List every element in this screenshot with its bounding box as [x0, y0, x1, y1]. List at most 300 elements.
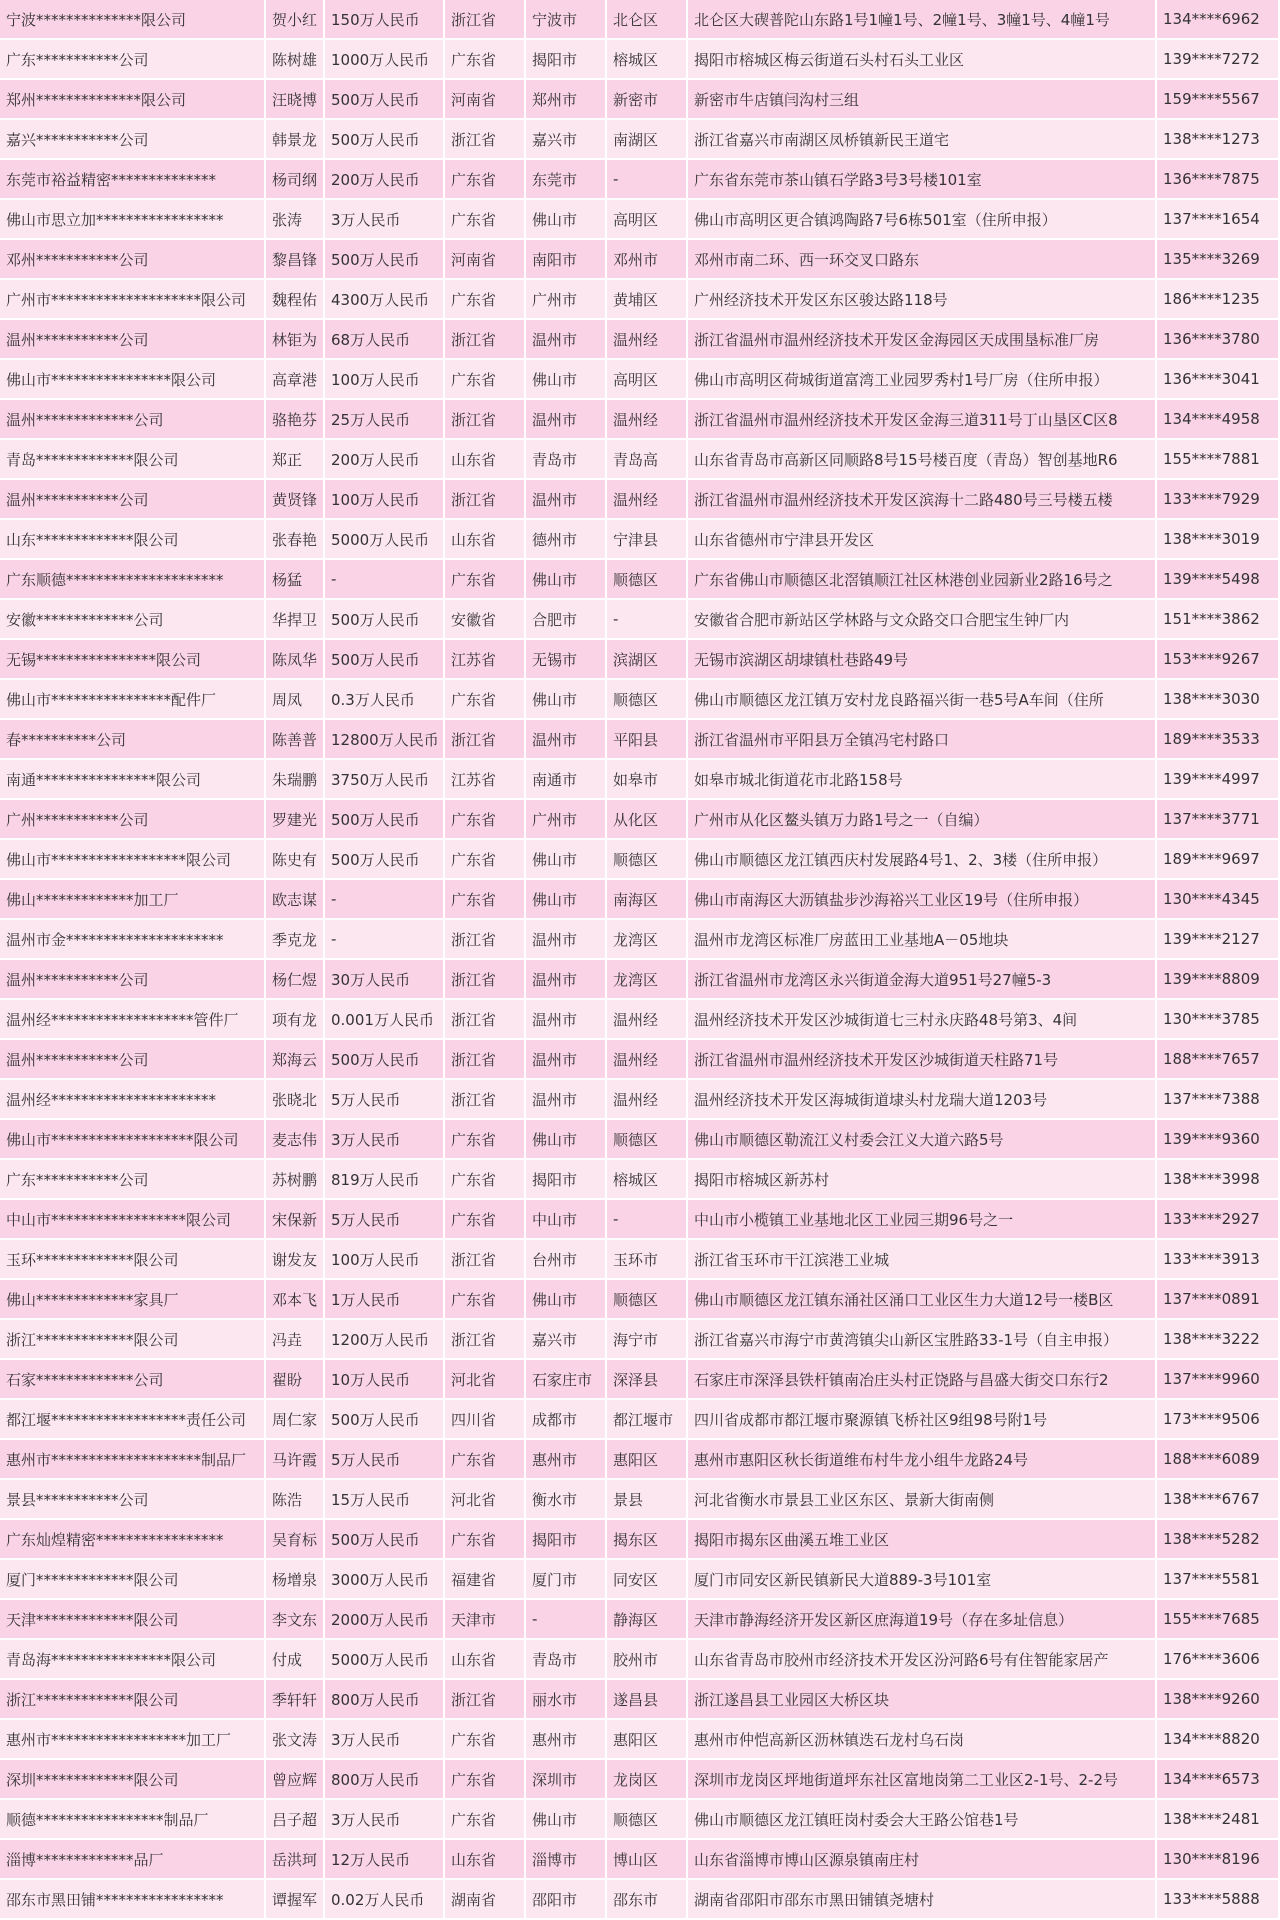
phone-cell: 130****4345 [1157, 880, 1280, 920]
table-row [0, 1120, 1280, 1160]
phone-cell: 133****3913 [1157, 1240, 1280, 1280]
district-cell: 温州经 [607, 1040, 688, 1080]
city-cell: 温州市 [526, 1000, 607, 1040]
table-row [0, 1680, 1280, 1720]
province-cell: 四川省 [445, 1400, 526, 1440]
company-name-cell: 石家*************公司 [0, 1360, 266, 1400]
district-cell: 顺德区 [607, 680, 688, 720]
address-cell: 佛山市顺德区龙江镇东涌社区涌口工业区生力大道12号一楼B区 [688, 1280, 1157, 1320]
registered-capital-cell: 5万人民币 [325, 1440, 445, 1480]
district-cell: 海宁市 [607, 1320, 688, 1360]
phone-cell: 189****3533 [1157, 720, 1280, 760]
city-cell: 温州市 [526, 920, 607, 960]
province-cell: 浙江省 [445, 1040, 526, 1080]
table-row [0, 1640, 1280, 1680]
table-row [0, 1840, 1280, 1880]
company-name-cell: 淄博*************品厂 [0, 1840, 266, 1880]
district-cell: 龙湾区 [607, 920, 688, 960]
company-name-cell: 天津*************限公司 [0, 1600, 266, 1640]
legal-rep-cell: 张涛 [266, 200, 325, 240]
city-cell: 佛山市 [526, 880, 607, 920]
company-name-cell: 青岛海****************限公司 [0, 1640, 266, 1680]
company-name-cell: 山东*************限公司 [0, 520, 266, 560]
company-name-cell: 广东***********公司 [0, 1160, 266, 1200]
district-cell: 高明区 [607, 360, 688, 400]
district-cell: 龙湾区 [607, 960, 688, 1000]
registered-capital-cell: 100万人民币 [325, 1240, 445, 1280]
district-cell: 顺德区 [607, 1120, 688, 1160]
company-name-cell: 宁波**************限公司 [0, 0, 266, 40]
district-cell: 揭东区 [607, 1520, 688, 1560]
legal-rep-cell: 魏程佑 [266, 280, 325, 320]
company-name-cell: 温州经********************** [0, 1080, 266, 1120]
city-cell: 佛山市 [526, 680, 607, 720]
registered-capital-cell: 3000万人民币 [325, 1560, 445, 1600]
city-cell: 温州市 [526, 400, 607, 440]
legal-rep-cell: 韩景龙 [266, 120, 325, 160]
company-name-cell: 青岛*************限公司 [0, 440, 266, 480]
phone-cell: 137****1654 [1157, 200, 1280, 240]
company-name-cell: 惠州市******************加工厂 [0, 1720, 266, 1760]
phone-cell: 136****3780 [1157, 320, 1280, 360]
legal-rep-cell: 张文涛 [266, 1720, 325, 1760]
address-cell: 如皋市城北街道花市北路158号 [688, 760, 1157, 800]
legal-rep-cell: 季轩轩 [266, 1680, 325, 1720]
legal-rep-cell: 岳洪珂 [266, 1840, 325, 1880]
city-cell: 衡水市 [526, 1480, 607, 1520]
legal-rep-cell: 冯垚 [266, 1320, 325, 1360]
table-row [0, 400, 1280, 440]
table-row [0, 80, 1280, 120]
province-cell: 浙江省 [445, 320, 526, 360]
company-name-cell: 广东顺德********************* [0, 560, 266, 600]
registered-capital-cell: 500万人民币 [325, 1400, 445, 1440]
city-cell: 佛山市 [526, 200, 607, 240]
table-row [0, 440, 1280, 480]
company-name-cell: 顺德*****************制品厂 [0, 1800, 266, 1840]
legal-rep-cell: 周仁家 [266, 1400, 325, 1440]
legal-rep-cell: 吕子超 [266, 1800, 325, 1840]
registered-capital-cell: 1000万人民币 [325, 40, 445, 80]
phone-cell: 138****9260 [1157, 1680, 1280, 1720]
legal-rep-cell: 曾应辉 [266, 1760, 325, 1800]
table-row [0, 320, 1280, 360]
phone-cell: 135****3269 [1157, 240, 1280, 280]
legal-rep-cell: 谭握军 [266, 1880, 325, 1920]
phone-cell: 138****2481 [1157, 1800, 1280, 1840]
table-row [0, 720, 1280, 760]
district-cell: 静海区 [607, 1600, 688, 1640]
city-cell: 广州市 [526, 800, 607, 840]
province-cell: 山东省 [445, 1840, 526, 1880]
registered-capital-cell: 2000万人民币 [325, 1600, 445, 1640]
legal-rep-cell: 吴育标 [266, 1520, 325, 1560]
province-cell: 浙江省 [445, 0, 526, 40]
address-cell: 邓州市南二环、西一环交叉口路东 [688, 240, 1157, 280]
district-cell: 顺德区 [607, 560, 688, 600]
table-row [0, 640, 1280, 680]
city-cell: 揭阳市 [526, 1520, 607, 1560]
province-cell: 广东省 [445, 1760, 526, 1800]
district-cell: 邓州市 [607, 240, 688, 280]
table-row [0, 40, 1280, 80]
phone-cell: 134****4958 [1157, 400, 1280, 440]
phone-cell: 139****5498 [1157, 560, 1280, 600]
district-cell: - [607, 1200, 688, 1240]
phone-cell: 130****8196 [1157, 1840, 1280, 1880]
legal-rep-cell: 朱瑞鹏 [266, 760, 325, 800]
table-row [0, 680, 1280, 720]
registered-capital-cell: - [325, 920, 445, 960]
table-row [0, 1240, 1280, 1280]
district-cell: 青岛高 [607, 440, 688, 480]
phone-cell: 136****7875 [1157, 160, 1280, 200]
company-name-cell: 温州市金********************* [0, 920, 266, 960]
legal-rep-cell: 汪晓博 [266, 80, 325, 120]
phone-cell: 138****5282 [1157, 1520, 1280, 1560]
province-cell: 广东省 [445, 880, 526, 920]
legal-rep-cell: 贺小红 [266, 0, 325, 40]
district-cell: - [607, 160, 688, 200]
legal-rep-cell: 骆艳芬 [266, 400, 325, 440]
district-cell: 深泽县 [607, 1360, 688, 1400]
phone-cell: 138****3019 [1157, 520, 1280, 560]
phone-cell: 138****3222 [1157, 1320, 1280, 1360]
registered-capital-cell: 100万人民币 [325, 480, 445, 520]
company-name-cell: 佛山*************加工厂 [0, 880, 266, 920]
legal-rep-cell: 季克龙 [266, 920, 325, 960]
company-name-cell: 惠州市********************制品厂 [0, 1440, 266, 1480]
table-row [0, 1760, 1280, 1800]
legal-rep-cell: 郑海云 [266, 1040, 325, 1080]
company-name-cell: 玉环*************限公司 [0, 1240, 266, 1280]
table-row [0, 1880, 1280, 1920]
company-name-cell: 邓州***********公司 [0, 240, 266, 280]
company-name-cell: 佛山*************家具厂 [0, 1280, 266, 1320]
city-cell: 嘉兴市 [526, 1320, 607, 1360]
province-cell: 广东省 [445, 1800, 526, 1840]
address-cell: 广东省佛山市顺德区北滘镇顺江社区林港创业园新业2路16号之 [688, 560, 1157, 600]
legal-rep-cell: 罗建光 [266, 800, 325, 840]
table-row [0, 800, 1280, 840]
table-row [0, 240, 1280, 280]
district-cell: 平阳县 [607, 720, 688, 760]
province-cell: 湖南省 [445, 1880, 526, 1920]
table-row [0, 840, 1280, 880]
district-cell: 黄埔区 [607, 280, 688, 320]
district-cell: 新密市 [607, 80, 688, 120]
legal-rep-cell: 周凤 [266, 680, 325, 720]
table-row [0, 920, 1280, 960]
city-cell: 石家庄市 [526, 1360, 607, 1400]
city-cell: 中山市 [526, 1200, 607, 1240]
province-cell: 广东省 [445, 200, 526, 240]
district-cell: - [607, 600, 688, 640]
district-cell: 从化区 [607, 800, 688, 840]
district-cell: 顺德区 [607, 1280, 688, 1320]
legal-rep-cell: 郑正 [266, 440, 325, 480]
registered-capital-cell: 500万人民币 [325, 600, 445, 640]
province-cell: 浙江省 [445, 400, 526, 440]
city-cell: 台州市 [526, 1240, 607, 1280]
city-cell: 揭阳市 [526, 40, 607, 80]
company-name-cell: 东莞市裕益精密************** [0, 160, 266, 200]
address-cell: 天津市静海经济开发区新区庶海道19号（存在多址信息） [688, 1600, 1157, 1640]
city-cell: 温州市 [526, 720, 607, 760]
phone-cell: 138****1273 [1157, 120, 1280, 160]
company-name-cell: 广东灿煌精密***************** [0, 1520, 266, 1560]
phone-cell: 139****2127 [1157, 920, 1280, 960]
address-cell: 安徽省合肥市新站区学林路与文众路交口合肥宝生钟厂内 [688, 600, 1157, 640]
province-cell: 山东省 [445, 440, 526, 480]
registered-capital-cell: 500万人民币 [325, 240, 445, 280]
company-name-cell: 温州***********公司 [0, 320, 266, 360]
legal-rep-cell: 李文东 [266, 1600, 325, 1640]
registered-capital-cell: - [325, 560, 445, 600]
phone-cell: 134****6573 [1157, 1760, 1280, 1800]
province-cell: 浙江省 [445, 920, 526, 960]
address-cell: 揭阳市榕城区梅云街道石头村石头工业区 [688, 40, 1157, 80]
phone-cell: 155****7685 [1157, 1600, 1280, 1640]
registered-capital-cell: 500万人民币 [325, 840, 445, 880]
city-cell: 温州市 [526, 1080, 607, 1120]
legal-rep-cell: 苏树鹏 [266, 1160, 325, 1200]
address-cell: 新密市牛店镇闫沟村三组 [688, 80, 1157, 120]
address-cell: 揭阳市揭东区曲溪五堆工业区 [688, 1520, 1157, 1560]
company-name-cell: 佛山市****************限公司 [0, 360, 266, 400]
legal-rep-cell: 付成 [266, 1640, 325, 1680]
province-cell: 江苏省 [445, 760, 526, 800]
phone-cell: 137****7388 [1157, 1080, 1280, 1120]
address-cell: 中山市小榄镇工业基地北区工业园三期96号之一 [688, 1200, 1157, 1240]
province-cell: 浙江省 [445, 1240, 526, 1280]
registered-capital-cell: 12800万人民币 [325, 720, 445, 760]
phone-cell: 176****3606 [1157, 1640, 1280, 1680]
city-cell: 惠州市 [526, 1720, 607, 1760]
company-name-cell: 安徽*************公司 [0, 600, 266, 640]
district-cell: 玉环市 [607, 1240, 688, 1280]
legal-rep-cell: 陈凤华 [266, 640, 325, 680]
legal-rep-cell: 杨猛 [266, 560, 325, 600]
city-cell: 嘉兴市 [526, 120, 607, 160]
registered-capital-cell: 30万人民币 [325, 960, 445, 1000]
province-cell: 浙江省 [445, 1080, 526, 1120]
district-cell: 惠阳区 [607, 1720, 688, 1760]
registered-capital-cell: - [325, 880, 445, 920]
district-cell: 温州经 [607, 1000, 688, 1040]
address-cell: 无锡市滨湖区胡埭镇杜巷路49号 [688, 640, 1157, 680]
province-cell: 广东省 [445, 1280, 526, 1320]
legal-rep-cell: 杨增泉 [266, 1560, 325, 1600]
province-cell: 广东省 [445, 40, 526, 80]
province-cell: 浙江省 [445, 960, 526, 1000]
address-cell: 浙江省温州市平阳县万全镇冯宅村路口 [688, 720, 1157, 760]
city-cell: 德州市 [526, 520, 607, 560]
district-cell: 遂昌县 [607, 1680, 688, 1720]
district-cell: 同安区 [607, 1560, 688, 1600]
legal-rep-cell: 林钜为 [266, 320, 325, 360]
address-cell: 浙江省温州市温州经济技术开发区沙城街道天柱路71号 [688, 1040, 1157, 1080]
phone-cell: 134****8820 [1157, 1720, 1280, 1760]
company-name-cell: 温州*************公司 [0, 400, 266, 440]
province-cell: 广东省 [445, 680, 526, 720]
table-row [0, 880, 1280, 920]
table-row [0, 1400, 1280, 1440]
address-cell: 广东省东莞市茶山镇石学路3号3号楼101室 [688, 160, 1157, 200]
city-cell: 无锡市 [526, 640, 607, 680]
registered-capital-cell: 10万人民币 [325, 1360, 445, 1400]
province-cell: 浙江省 [445, 480, 526, 520]
company-name-cell: 温州***********公司 [0, 480, 266, 520]
province-cell: 河北省 [445, 1480, 526, 1520]
address-cell: 浙江省嘉兴市海宁市黄湾镇尖山新区宝胜路33-1号（自主申报） [688, 1320, 1157, 1360]
registered-capital-cell: 1200万人民币 [325, 1320, 445, 1360]
legal-rep-cell: 黄贤锋 [266, 480, 325, 520]
legal-rep-cell: 华捍卫 [266, 600, 325, 640]
table-row [0, 0, 1280, 40]
legal-rep-cell: 陈树雄 [266, 40, 325, 80]
city-cell: 温州市 [526, 480, 607, 520]
city-cell: 郑州市 [526, 80, 607, 120]
address-cell: 四川省成都市都江堰市聚源镇飞桥社区9组98号附1号 [688, 1400, 1157, 1440]
table-row [0, 1480, 1280, 1520]
address-cell: 佛山市顺德区勒流江义村委会江义大道六路5号 [688, 1120, 1157, 1160]
address-cell: 山东省德州市宁津县开发区 [688, 520, 1157, 560]
phone-cell: 138****6767 [1157, 1480, 1280, 1520]
district-cell: 顺德区 [607, 840, 688, 880]
phone-cell: 133****7929 [1157, 480, 1280, 520]
legal-rep-cell: 高章港 [266, 360, 325, 400]
province-cell: 广东省 [445, 560, 526, 600]
company-name-cell: 春**********公司 [0, 720, 266, 760]
district-cell: 榕城区 [607, 1160, 688, 1200]
province-cell: 广东省 [445, 1120, 526, 1160]
phone-cell: 138****3998 [1157, 1160, 1280, 1200]
phone-cell: 186****1235 [1157, 280, 1280, 320]
legal-rep-cell: 陈善普 [266, 720, 325, 760]
phone-cell: 139****9360 [1157, 1120, 1280, 1160]
phone-cell: 159****5567 [1157, 80, 1280, 120]
province-cell: 广东省 [445, 280, 526, 320]
registered-capital-cell: 5万人民币 [325, 1200, 445, 1240]
registered-capital-cell: 12万人民币 [325, 1840, 445, 1880]
district-cell: 胶州市 [607, 1640, 688, 1680]
address-cell: 惠州市惠阳区秋长街道维布村牛龙小组牛龙路24号 [688, 1440, 1157, 1480]
registered-capital-cell: 500万人民币 [325, 640, 445, 680]
address-cell: 温州市龙湾区标准厂房蓝田工业基地A－05地块 [688, 920, 1157, 960]
phone-cell: 153****9267 [1157, 640, 1280, 680]
city-cell: 南阳市 [526, 240, 607, 280]
table-row [0, 1080, 1280, 1120]
province-cell: 江苏省 [445, 640, 526, 680]
table-row [0, 1200, 1280, 1240]
address-cell: 温州经济技术开发区沙城街道七三村永庆路48号第3、4间 [688, 1000, 1157, 1040]
district-cell: 高明区 [607, 200, 688, 240]
phone-cell: 137****3771 [1157, 800, 1280, 840]
table-row [0, 760, 1280, 800]
company-name-cell: 广东***********公司 [0, 40, 266, 80]
company-name-cell: 浙江*************限公司 [0, 1680, 266, 1720]
province-cell: 广东省 [445, 1440, 526, 1480]
table-row [0, 1800, 1280, 1840]
company-name-cell: 广州市********************限公司 [0, 280, 266, 320]
phone-cell: 133****2927 [1157, 1200, 1280, 1240]
city-cell: 淄博市 [526, 1840, 607, 1880]
registered-capital-cell: 3750万人民币 [325, 760, 445, 800]
province-cell: 广东省 [445, 1720, 526, 1760]
company-name-cell: 佛山市思立加***************** [0, 200, 266, 240]
city-cell: 青岛市 [526, 1640, 607, 1680]
province-cell: 广东省 [445, 1160, 526, 1200]
address-cell: 佛山市南海区大沥镇盐步沙海裕兴工业区19号（住所申报） [688, 880, 1157, 920]
phone-cell: 139****7272 [1157, 40, 1280, 80]
company-name-cell: 温州经*******************管件厂 [0, 1000, 266, 1040]
city-cell: 温州市 [526, 320, 607, 360]
registered-capital-cell: 5000万人民币 [325, 1640, 445, 1680]
province-cell: 河南省 [445, 80, 526, 120]
registered-capital-cell: 500万人民币 [325, 1520, 445, 1560]
company-name-cell: 邵东市黑田铺***************** [0, 1880, 266, 1920]
district-cell: 南湖区 [607, 120, 688, 160]
address-cell: 温州经济技术开发区海城街道埭头村龙瑞大道1203号 [688, 1080, 1157, 1120]
address-cell: 湖南省邵阳市邵东市黑田铺镇尧塘村 [688, 1880, 1157, 1920]
company-name-cell: 深圳*************限公司 [0, 1760, 266, 1800]
address-cell: 浙江省嘉兴市南湖区凤桥镇新民王道宅 [688, 120, 1157, 160]
registered-capital-cell: 1万人民币 [325, 1280, 445, 1320]
city-cell: 温州市 [526, 1040, 607, 1080]
company-name-cell: 温州***********公司 [0, 960, 266, 1000]
legal-rep-cell: 宋保新 [266, 1200, 325, 1240]
registered-capital-cell: 3万人民币 [325, 1720, 445, 1760]
city-cell: 厦门市 [526, 1560, 607, 1600]
registered-capital-cell: 3万人民币 [325, 1120, 445, 1160]
city-cell: 佛山市 [526, 360, 607, 400]
table-row [0, 1000, 1280, 1040]
registered-capital-cell: 0.001万人民币 [325, 1000, 445, 1040]
company-name-cell: 中山市******************限公司 [0, 1200, 266, 1240]
phone-cell: 173****9506 [1157, 1400, 1280, 1440]
table-row [0, 160, 1280, 200]
phone-cell: 188****7657 [1157, 1040, 1280, 1080]
district-cell: 宁津县 [607, 520, 688, 560]
city-cell: 广州市 [526, 280, 607, 320]
phone-cell: 189****9697 [1157, 840, 1280, 880]
district-cell: 如皋市 [607, 760, 688, 800]
table-row [0, 1440, 1280, 1480]
table-row [0, 960, 1280, 1000]
district-cell: 滨湖区 [607, 640, 688, 680]
phone-cell: 155****7881 [1157, 440, 1280, 480]
registered-capital-cell: 5万人民币 [325, 1080, 445, 1120]
city-cell: 温州市 [526, 960, 607, 1000]
address-cell: 佛山市顺德区龙江镇万安村龙良路福兴街一巷5号A车间（住所 [688, 680, 1157, 720]
company-name-cell: 郑州**************限公司 [0, 80, 266, 120]
table-row [0, 1160, 1280, 1200]
company-name-cell: 都江堰******************责任公司 [0, 1400, 266, 1440]
registered-capital-cell: 200万人民币 [325, 440, 445, 480]
province-cell: 河南省 [445, 240, 526, 280]
address-cell: 山东省青岛市高新区同顺路8号15号楼百度（青岛）智创基地R6 [688, 440, 1157, 480]
province-cell: 安徽省 [445, 600, 526, 640]
address-cell: 山东省青岛市胶州市经济技术开发区汾河路6号有住智能家居产 [688, 1640, 1157, 1680]
legal-rep-cell: 邓本飞 [266, 1280, 325, 1320]
company-name-cell: 佛山市****************配件厂 [0, 680, 266, 720]
table-row [0, 1280, 1280, 1320]
district-cell: 景县 [607, 1480, 688, 1520]
company-name-cell: 南通****************限公司 [0, 760, 266, 800]
district-cell: 南海区 [607, 880, 688, 920]
legal-rep-cell: 杨仁煜 [266, 960, 325, 1000]
